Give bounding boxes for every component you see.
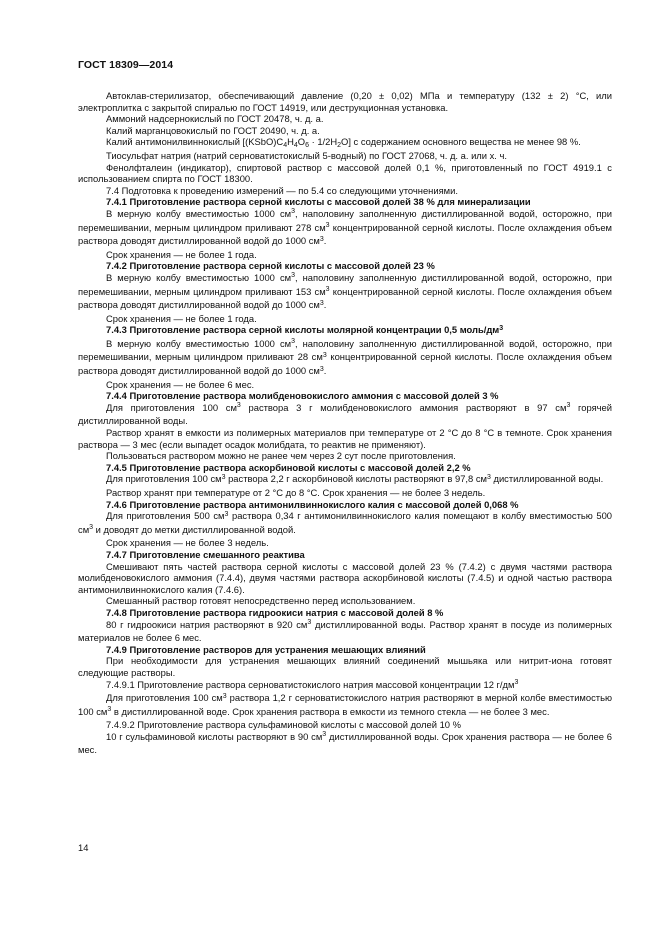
storage-7-4-2: Срок хранения — не более 1 года.	[106, 312, 257, 324]
paragraph-autoclave: Автоклав-стерилизатор, обеспечивающий давление (0,20 ± 0,02) МПа и температуру (132 ± 2) °С, или электроплитка с закрытой спиралью по ГОСТ 14919, или деструкционная установка.	[78, 90, 612, 113]
paragraph-7-4-2: В мерную колбу вместимостью 1000 $см^3$, наполовину заполненную дистиллированной водой, осторожно, при перемешивании, мерным цилиндром приливают 153 $см^3$ концентрированной серной кислоты. После охлаждения объем раствора доводят дистиллированной водой до 1000 $см^3$.	[78, 271, 612, 311]
paragraph-7-4-9: При необходимости для устранения мешающих влияний соединений мышьяка или нитрит-иона готовят следующие растворы.	[78, 655, 612, 678]
heading-7-4-1: 7.4.1 Приготовление раствора серной кислоты с массовой долей 38 % для минерализации	[106, 196, 531, 208]
paragraph-7-4-5-a: Для приготовления 100 $см^3$ раствора 2,2 г аскорбиновой кислоты растворяют в 97,8 $см^3$ дистиллированной воды.	[106, 473, 604, 485]
storage-7-4-3: Срок хранения — не более 6 мес.	[106, 378, 255, 390]
storage-7-4-1: Срок хранения — не более 1 года.	[106, 248, 257, 260]
storage-7-4-6: Срок хранения — не более 3 недель.	[106, 537, 269, 549]
paragraph-7-4-8: 80 г гидроокиси натрия растворяют в 920 $см^3$ дистиллированной воды. Раствор хранят в посуде из полимерных материалов не более 6 мес.	[78, 618, 612, 644]
heading-7-4-9-2: 7.4.9.2 Приготовление раствора сульфаминовой кислоты с массовой долей 10 %	[106, 719, 461, 731]
paragraph-7-4-9-2: 10 г сульфаминовой кислоты растворяют в 90 $см^3$ дистиллированной воды. Срок хранения раствора — не более 6 мес.	[78, 730, 613, 756]
paragraph-7-4-9-1: Для приготовления 100 $см^3$ раствора 1,2 г серноватистокислого натрия растворяют в мерной колбе вместимостью 100 $см^3$ в дистиллированной воде. Срок хранения раствора в емкости из темного стекла — не более 3 мес.	[78, 692, 612, 717]
page-number: 14	[78, 842, 89, 853]
paragraph-sodium-thiosulfate: Тиосульфат натрия (натрий серноватистокислый 5-водный) по ГОСТ 27068, ч. д. а. или х. ч.	[106, 149, 508, 161]
paragraph-7-4-6: Для приготовления 500 $см^3$ раствора 0,34 г антимонилвиннокислого калия помещают в колбу вместимостью 500 $см^3$ и доводят до метки дистиллированной водой.	[78, 510, 613, 535]
paragraph-7-4-5-b: Раствор хранят при температуре от 2 °С до 8 °С. Срок хранения — не более 3 недель.	[106, 487, 486, 498]
page-header: ГОСТ 18309—2014	[78, 59, 174, 71]
paragraph-7-4-4-c: Пользоваться раствором можно не ранее чем через 2 сут после приготовления.	[106, 450, 456, 462]
heading-7-4-9-1: 7.4.9.1 Приготовление раствора серноватистокислого натрия массовой концентрации 12 $г/дм^3$	[106, 678, 519, 690]
paragraph-antimonyl-tartrate: Калий антимонилвиннокислый $[(KSbO)C_4H_4O_6 \cdot 1/2H_2O]$ с содержанием основного вещества не менее 98 %.	[106, 136, 581, 150]
heading-7-4-2: 7.4.2 Приготовление раствора серной кислоты с массовой долей 23 %	[106, 260, 435, 272]
paragraph-phenolphthalein: Фенолфталеин (индикатор), спиртовой раствор с массовой долей 0,1 %, приготовленный по ГОСТ 4919.1 с использованием спирта по ГОСТ 18300.	[78, 161, 612, 185]
paragraph-ammonium-persulfate: Аммоний надсернокислый по ГОСТ 20478, ч. д. а.	[106, 113, 324, 125]
paragraph-7-4-4-b: Раствор хранят в емкости из полимерных материалов при температуре от 2 °С до 8 °С в темноте. Срок хранения раствора — 3 мес (если выпадет осадок молибдата, то реактив не применяют).	[78, 427, 612, 450]
heading-7-4-9: 7.4.9 Приготовление растворов для устранения мешающих влияний	[106, 643, 426, 655]
heading-7-4-8: 7.4.8 Приготовление раствора гидроокиси натрия с массовой долей 8 %	[106, 606, 444, 618]
paragraph-7-4-3: В мерную колбу вместимостью 1000 $см^3$, наполовину заполненную дистиллированной водой, осторожно, при перемешивании, мерным цилиндром приливают 28 $см^3$ концентрированной серной кислоты. После охлаждения объем раствора доводят дистиллированной водой до 1000 $см^3$.	[78, 337, 613, 377]
heading-7-4-5: 7.4.5 Приготовление раствора аскорбиновой кислоты с массовой долей 2,2 %	[106, 461, 471, 473]
section-7-4: 7.4 Подготовка к проведению измерений — по 5.4 со следующими уточнениями.	[106, 184, 458, 196]
paragraph-potassium-permanganate: Калий марганцовокислый по ГОСТ 20490, ч. д. а.	[106, 124, 320, 136]
paragraph-7-4-1: В мерную колбу вместимостью 1000 $см^3$, наполовину заполненную дистиллированной водой, осторожно, при перемешивании, мерным цилиндром приливают 278 $см^3$ концентрированной серной кислоты. После охлаждения объем раствора доводят дистиллированной водой до 1000 $см^3$.	[78, 207, 612, 247]
heading-7-4-6: 7.4.6 Приготовление раствора антимонилвиннокислого калия с массовой долей 0,068 %	[106, 498, 519, 510]
paragraph-7-4-7-b: Смешанный раствор готовят непосредственно перед использованием.	[106, 595, 416, 607]
heading-7-4-4: 7.4.4 Приготовление раствора молибденовокислого аммония с массовой долей 3 %	[106, 390, 499, 402]
document-body	[78, 90, 612, 756]
heading-7-4-3: 7.4.3 Приготовление раствора серной кислоты молярной концентрации 0,5 моль/$дм^3$	[106, 324, 504, 336]
heading-7-4-7: 7.4.7 Приготовление смешанного реактива	[106, 548, 305, 560]
paragraph-7-4-4-a: Для приготовления 100 $см^3$ раствора 3 г молибденовокислого аммония растворяют в 97 $см^3$ горячей дистиллированной воды.	[78, 401, 613, 427]
paragraph-7-4-7-a: Смешивают пять частей раствора серной кислоты с массовой долей 23 % (7.4.2) с двумя частями раствора молибденовокислого аммония (7.4.4), двумя частями раствора аскорбиновой кислоты (7.4.5) и одной частью раствора антимонилвиннокислого калия (7.4.6).	[78, 560, 612, 595]
